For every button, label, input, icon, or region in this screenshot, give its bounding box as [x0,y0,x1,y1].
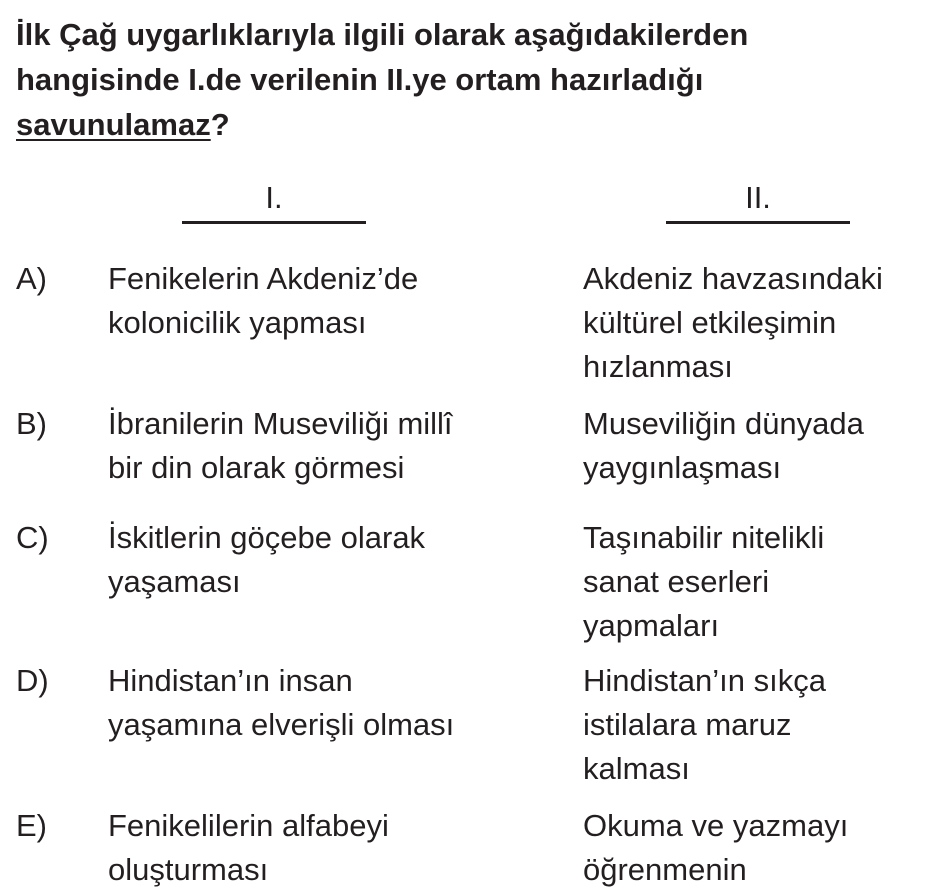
option-letter: C) [16,520,49,555]
option-left-text [108,659,568,747]
option-left-line: kolonicilik yapması [108,305,367,340]
option-left-text [108,804,568,892]
option-right-line: Taşınabilir nitelikli [583,520,825,555]
option-left-line: yaşaması [108,564,241,599]
option-left-line: yaşamına elverişli olması [108,707,455,742]
underlined-keyword: savunulamaz [16,107,211,142]
option-letter: A) [16,261,47,296]
column-header-1: I. [182,178,366,224]
option-right-line: yapmaları [583,608,720,643]
option-left-text [108,402,568,490]
option-right-line: kültürel etkileşimin [583,305,837,340]
option-left-line: Fenikelerin Akdeniz’de [108,261,419,296]
option-right-line: yaygınlaşması [583,450,782,485]
option-letter: D) [16,663,49,698]
option-right-line: istilalara maruz [583,707,792,742]
option-left-text [108,257,568,345]
option-right-line: Okuma ve yazmayı [583,808,849,843]
option-right-text [583,402,933,490]
option-right-text [583,516,933,648]
column-header-2: II. [666,178,850,224]
question-line-2: hangisinde I.de verilenin II.ye ortam hazırladığı [16,62,704,97]
option-left-line: İbranilerin Museviliği millî [108,406,453,441]
question-mark: ? [210,107,230,142]
option-right-line: Hindistan’ın sıkça [583,663,826,698]
option-left-line: Fenikelilerin alfabeyi [108,808,389,843]
question-stem [16,12,916,147]
question-line-1: İlk Çağ uygarlıklarıyla ilgili olarak aşağıdakilerden [16,17,749,52]
option-right-text [583,804,933,892]
option-left-text [108,516,568,604]
question-line-3 [16,102,916,147]
option-left-line: İskitlerin göçebe olarak [108,520,426,555]
option-right-line: sanat eserleri [583,564,770,599]
option-letter: B) [16,406,47,441]
option-right-line: Museviliğin dünyada [583,406,864,441]
option-right-text [583,257,933,389]
option-left-line: bir din olarak görmesi [108,450,405,485]
option-left-line: Hindistan’ın insan [108,663,353,698]
option-letter: E) [16,808,47,843]
option-left-line: oluşturması [108,852,269,887]
option-right-line: hızlanması [583,349,733,384]
option-right-line: kalması [583,751,690,786]
option-right-line: öğrenmenin [583,852,747,887]
option-right-text [583,659,933,791]
option-right-line: Akdeniz havzasındaki [583,261,883,296]
